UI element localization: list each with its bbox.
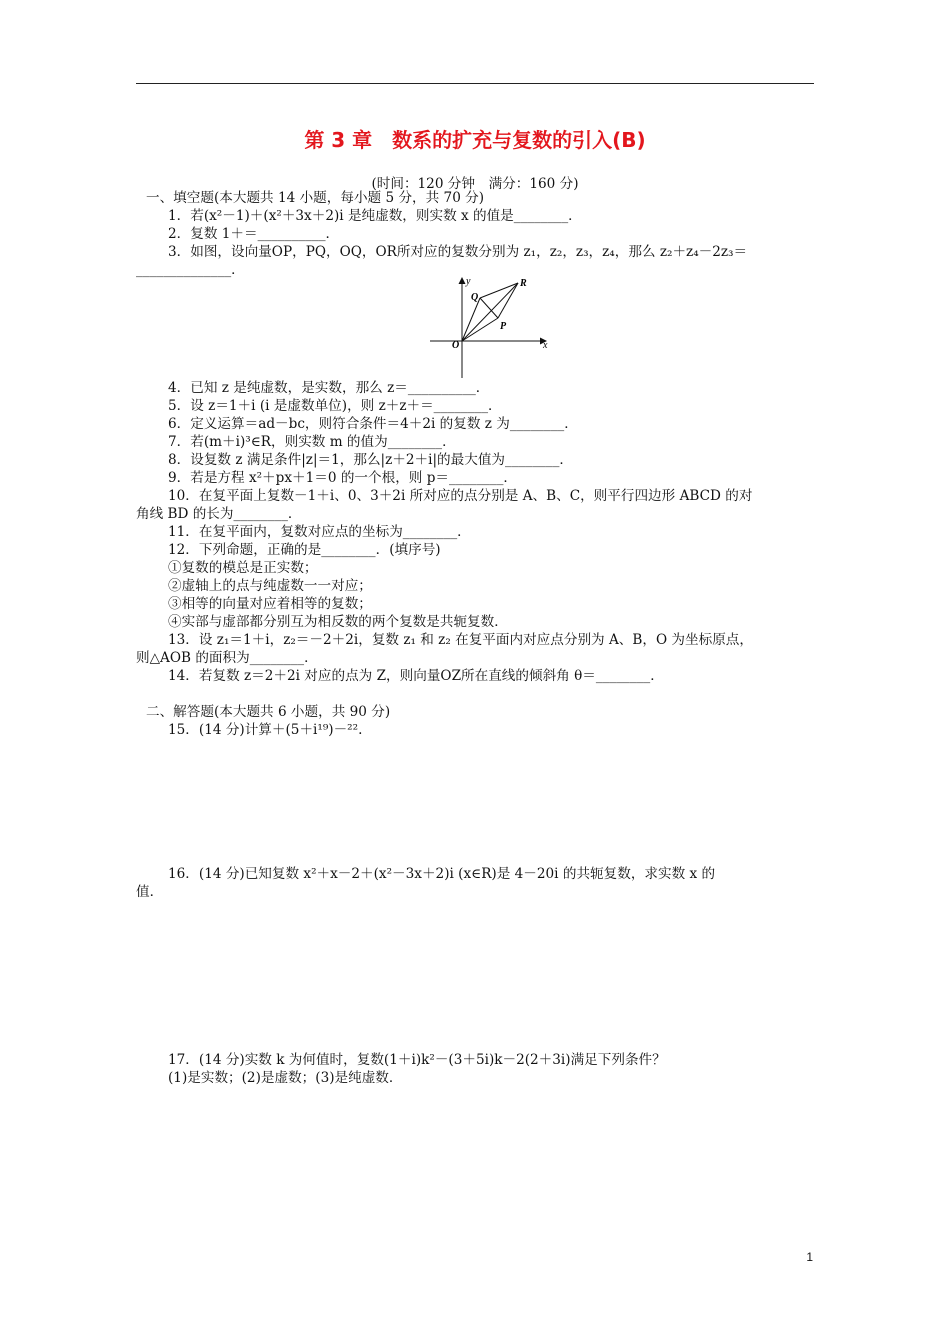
question-1: 1．若(x²－1)＋(x²＋3x＋2)i 是纯虚数，则实数 x 的值是________． (168, 208, 582, 224)
question-12-option-1: ①复数的模总是正实数； (168, 560, 318, 576)
section-heading-solutions: 二、解答题(本大题共 6 小题，共 90 分) (146, 704, 391, 720)
question-10: 10．在复平面上复数－1＋i、0、3＋2i 所对应的点分别是 A、B、C，则平行四边形 ABCD 的对 (168, 488, 753, 504)
question-13-continued: 则△AOB 的面积为________． (136, 650, 318, 666)
question-11: 11．在复平面内，复数对应点的坐标为________． (168, 524, 471, 540)
point-p-label: P (500, 321, 507, 332)
question-16-continued: 值． (136, 884, 164, 900)
question-12: 12．下列命题，正确的是________．(填序号) (168, 542, 441, 558)
question-10-continued: 角线 BD 的长为________． (136, 506, 302, 522)
x-axis-label: x (543, 340, 548, 351)
point-q-label: Q (471, 292, 479, 303)
question-9: 9．若是方程 x²＋px＋1＝0 的一个根，则 p＝________． (168, 470, 517, 486)
question-2: 2．复数 1＋＝__________． (168, 226, 340, 242)
question-16: 16．(14 分)已知复数 x²＋x－2＋(x²－3x＋2)i (x∈R)是 4－20i 的共轭复数，求实数 x 的 (168, 866, 716, 882)
question-3: 3．如图，设向量OP，PQ，OQ，OR所对应的复数分别为 z₁，z₂，z₃，z₄，那么 z₂＋z₄－2z₃＝ (168, 244, 748, 260)
vector-op (462, 318, 498, 341)
section-heading-fill-in: 一、填空题(本大题共 14 小题，每小题 5 分，共 70 分) (146, 190, 485, 206)
question-14: 14．若复数 z＝2＋2i 对应的点为 Z，则向量OZ所在直线的倾斜角 θ＝________． (168, 668, 664, 684)
origin-label: O (452, 340, 460, 351)
question-12-option-2: ②虚轴上的点与纯虚数一一对应； (168, 578, 372, 594)
header-rule (136, 83, 814, 84)
y-axis-label: y (466, 276, 471, 287)
vector-qr (480, 283, 518, 298)
vector-oq (462, 298, 480, 341)
question-13: 13．设 z₁＝1＋i，z₂＝－2＋2i，复数 z₁ 和 z₂ 在复平面内对应点分别为 A、B，O 为坐标原点， (168, 632, 753, 648)
question-4: 4．已知 z 是纯虚数，是实数，那么 z＝__________． (168, 380, 490, 396)
question-17-conditions: (1)是实数；(2)是虚数；(3)是纯虚数． (168, 1070, 403, 1086)
page-number: 1 (806, 1250, 813, 1264)
question-3-continued: ______________． (136, 262, 245, 278)
question-17: 17．(14 分)实数 k 为何值时，复数(1＋i)k²－(3＋5i)k－2(2＋3i)满足下列条件？ (168, 1052, 666, 1068)
question-12-option-3: ③相等的向量对应着相等的复数； (168, 596, 372, 612)
question-7: 7．若(m＋i)³∈R，则实数 m 的值为________． (168, 434, 456, 450)
page-title: 第 3 章 数系的扩充与复数的引入(B) (304, 128, 646, 152)
question-8: 8．设复数 z 满足条件|z|＝1，那么|z＋2＋i|的最大值为________． (168, 452, 573, 468)
point-r-label: R (520, 278, 527, 289)
question-6: 6．定义运算＝ad－bc，则符合条件＝4＋2i 的复数 z 为________． (168, 416, 578, 432)
question-15: 15．(14 分)计算＋(5＋i¹⁹)－²². (168, 722, 363, 738)
exam-meta: (时间：120 分钟 满分：160 分) (371, 176, 579, 192)
question-5: 5．设 z＝1＋i (i 是虚数单位)，则 z＋z＋＝________． (168, 398, 502, 414)
question-12-option-4: ④实部与虚部都分别互为相反数的两个复数是共轭复数． (168, 614, 508, 630)
vector-pq (480, 298, 498, 318)
vector-figure (428, 274, 554, 380)
